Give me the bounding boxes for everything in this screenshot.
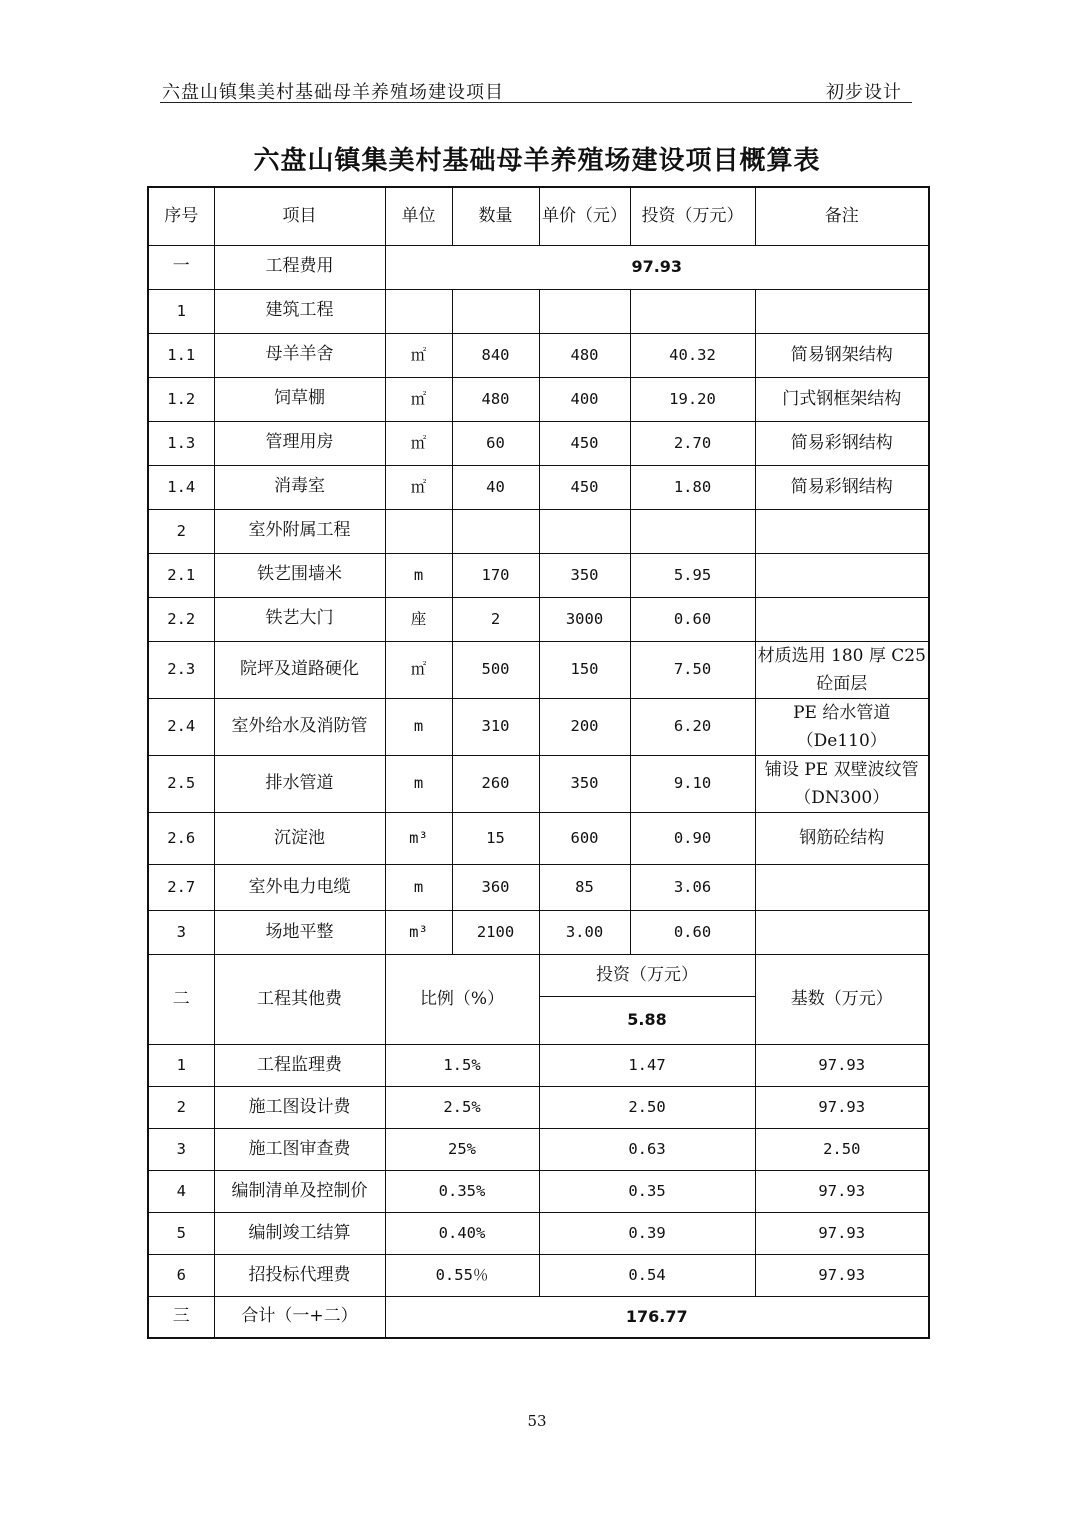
row-base: 97.93 — [755, 1044, 929, 1086]
row-investment: 1.80 — [630, 465, 755, 509]
row-no: 2.2 — [148, 597, 214, 641]
row-no: 2.3 — [148, 641, 214, 698]
row-unit-price: 350 — [539, 553, 630, 597]
col-header-price: 单价（元） — [539, 187, 630, 245]
row-unit: ㎡ — [385, 377, 452, 421]
col-header-item: 项目 — [214, 187, 385, 245]
row-investment — [630, 509, 755, 553]
row-item-name: 编制竣工结算 — [214, 1212, 385, 1254]
table-row — [148, 1044, 929, 1086]
row-no: 2.6 — [148, 812, 214, 864]
section2-total: 5.88 — [539, 996, 755, 1044]
row-unit: 座 — [385, 597, 452, 641]
row-item-name: 场地平整 — [214, 910, 385, 954]
row-unit-price: 480 — [539, 333, 630, 377]
row-item-name: 工程监理费 — [214, 1044, 385, 1086]
row-unit-price: 450 — [539, 465, 630, 509]
row-item-name: 铁艺围墙米 — [214, 553, 385, 597]
row-unit: m³ — [385, 910, 452, 954]
row-item-name: 室外电力电缆 — [214, 864, 385, 910]
row-item-name: 室外给水及消防管 — [214, 698, 385, 755]
row-remark: 铺设 PE 双壁波纹管（DN300） — [755, 755, 929, 812]
table-row — [148, 377, 929, 421]
row-qty — [452, 509, 539, 553]
row-investment: 6.20 — [630, 698, 755, 755]
row-investment: 0.39 — [539, 1212, 755, 1254]
row-base: 97.93 — [755, 1170, 929, 1212]
row-unit: m³ — [385, 812, 452, 864]
row-investment: 9.10 — [630, 755, 755, 812]
section1-name: 工程费用 — [214, 245, 385, 289]
row-investment: 0.54 — [539, 1254, 755, 1296]
row-unit: ㎡ — [385, 465, 452, 509]
table-row — [148, 289, 929, 333]
row-remark: 材质选用 180 厚 C25 砼面层 — [755, 641, 929, 698]
table-row — [148, 333, 929, 377]
section1-row — [148, 245, 929, 289]
row-qty: 40 — [452, 465, 539, 509]
row-qty: 480 — [452, 377, 539, 421]
row-unit: m — [385, 553, 452, 597]
row-remark — [755, 553, 929, 597]
row-qty: 15 — [452, 812, 539, 864]
section2-no: 二 — [148, 954, 214, 1044]
row-unit — [385, 509, 452, 553]
row-no: 5 — [148, 1212, 214, 1254]
table-row — [148, 465, 929, 509]
section1-no: 一 — [148, 245, 214, 289]
row-qty: 500 — [452, 641, 539, 698]
row-unit: m — [385, 755, 452, 812]
row-ratio: 0.55％ — [385, 1254, 539, 1296]
row-ratio: 2.5% — [385, 1086, 539, 1128]
section2-base-label: 基数（万元） — [755, 954, 929, 1044]
section3-total: 176.77 — [385, 1296, 929, 1338]
row-item-name: 饲草棚 — [214, 377, 385, 421]
row-investment: 7.50 — [630, 641, 755, 698]
table-row — [148, 698, 929, 755]
row-no: 1 — [148, 289, 214, 333]
row-investment: 1.47 — [539, 1044, 755, 1086]
section2-ratio-label: 比例（%） — [385, 954, 539, 1044]
row-no: 6 — [148, 1254, 214, 1296]
row-no: 1 — [148, 1044, 214, 1086]
table-row — [148, 1254, 929, 1296]
col-header-invest: 投资（万元） — [630, 187, 755, 245]
row-qty: 840 — [452, 333, 539, 377]
row-remark: 门式钢框架结构 — [755, 377, 929, 421]
header-divider — [160, 102, 912, 103]
row-base: 97.93 — [755, 1086, 929, 1128]
row-item-name: 院坪及道路硬化 — [214, 641, 385, 698]
table-row — [148, 812, 929, 864]
row-unit-price: 150 — [539, 641, 630, 698]
row-remark — [755, 289, 929, 333]
table-row — [148, 1212, 929, 1254]
row-qty: 260 — [452, 755, 539, 812]
section2-row — [148, 954, 929, 996]
header-stage: 初步设计 — [826, 82, 902, 103]
row-item-name: 施工图审查费 — [214, 1128, 385, 1170]
row-no: 2.4 — [148, 698, 214, 755]
row-unit: ㎡ — [385, 333, 452, 377]
row-unit-price — [539, 509, 630, 553]
row-investment: 0.90 — [630, 812, 755, 864]
row-remark — [755, 910, 929, 954]
row-unit-price: 400 — [539, 377, 630, 421]
row-base: 97.93 — [755, 1254, 929, 1296]
table-row — [148, 597, 929, 641]
row-no: 1.2 — [148, 377, 214, 421]
row-no: 1.4 — [148, 465, 214, 509]
section2-name: 工程其他费 — [214, 954, 385, 1044]
row-item-name: 编制清单及控制价 — [214, 1170, 385, 1212]
row-unit-price: 3000 — [539, 597, 630, 641]
row-remark — [755, 597, 929, 641]
section3-row — [148, 1296, 929, 1338]
row-unit: m — [385, 698, 452, 755]
row-no: 2.5 — [148, 755, 214, 812]
row-ratio: 0.40% — [385, 1212, 539, 1254]
row-investment: 5.95 — [630, 553, 755, 597]
row-investment: 0.63 — [539, 1128, 755, 1170]
row-qty: 360 — [452, 864, 539, 910]
row-remark — [755, 509, 929, 553]
table-row — [148, 1086, 929, 1128]
row-unit-price: 600 — [539, 812, 630, 864]
row-no: 2 — [148, 509, 214, 553]
row-no: 2.1 — [148, 553, 214, 597]
row-item-name: 消毒室 — [214, 465, 385, 509]
row-unit — [385, 289, 452, 333]
section2-invest-label: 投资（万元） — [539, 954, 755, 996]
row-unit-price: 450 — [539, 421, 630, 465]
row-investment: 40.32 — [630, 333, 755, 377]
row-ratio: 0.35% — [385, 1170, 539, 1212]
table-header-row — [148, 187, 929, 245]
row-base: 2.50 — [755, 1128, 929, 1170]
row-unit: m — [385, 864, 452, 910]
table-row — [148, 1170, 929, 1212]
table-row — [148, 755, 929, 812]
row-unit-price: 350 — [539, 755, 630, 812]
row-remark: 简易彩钢结构 — [755, 465, 929, 509]
row-item-name: 室外附属工程 — [214, 509, 385, 553]
row-unit: ㎡ — [385, 641, 452, 698]
table-row — [148, 864, 929, 910]
header-project-name: 六盘山镇集美村基础母羊养殖场建设项目 — [162, 82, 504, 103]
table-row — [148, 553, 929, 597]
row-qty — [452, 289, 539, 333]
row-item-name: 沉淀池 — [214, 812, 385, 864]
row-qty: 2 — [452, 597, 539, 641]
row-no: 2 — [148, 1086, 214, 1128]
row-remark: PE 给水管道（De110） — [755, 698, 929, 755]
row-no: 1.1 — [148, 333, 214, 377]
section3-name: 合计（一+二） — [214, 1296, 385, 1338]
row-item-name: 建筑工程 — [214, 289, 385, 333]
row-unit-price: 85 — [539, 864, 630, 910]
row-unit: ㎡ — [385, 421, 452, 465]
table-row — [148, 1128, 929, 1170]
row-no: 3 — [148, 910, 214, 954]
row-no: 4 — [148, 1170, 214, 1212]
row-no: 2.7 — [148, 864, 214, 910]
row-unit-price — [539, 289, 630, 333]
row-remark — [755, 864, 929, 910]
page-number: 53 — [527, 1412, 547, 1430]
section3-no: 三 — [148, 1296, 214, 1338]
row-investment: 2.70 — [630, 421, 755, 465]
section1-total: 97.93 — [385, 245, 929, 289]
col-header-qty: 数量 — [452, 187, 539, 245]
row-item-name: 母羊羊舍 — [214, 333, 385, 377]
row-remark: 钢筋砼结构 — [755, 812, 929, 864]
row-qty: 310 — [452, 698, 539, 755]
row-investment: 0.60 — [630, 910, 755, 954]
table-row — [148, 509, 929, 553]
row-investment — [630, 289, 755, 333]
col-header-no: 序号 — [148, 187, 214, 245]
row-investment: 0.60 — [630, 597, 755, 641]
row-item-name: 排水管道 — [214, 755, 385, 812]
row-base: 97.93 — [755, 1212, 929, 1254]
row-item-name: 招投标代理费 — [214, 1254, 385, 1296]
row-ratio: 1.5% — [385, 1044, 539, 1086]
row-qty: 60 — [452, 421, 539, 465]
row-qty: 170 — [452, 553, 539, 597]
row-investment: 2.50 — [539, 1086, 755, 1128]
row-no: 3 — [148, 1128, 214, 1170]
table-row — [148, 641, 929, 698]
col-header-remark: 备注 — [755, 187, 929, 245]
row-item-name: 铁艺大门 — [214, 597, 385, 641]
row-ratio: 25% — [385, 1128, 539, 1170]
page-title: 六盘山镇集美村基础母羊养殖场建设项目概算表 — [253, 146, 821, 176]
table-row — [148, 910, 929, 954]
row-investment: 0.35 — [539, 1170, 755, 1212]
row-qty: 2100 — [452, 910, 539, 954]
table-row — [148, 421, 929, 465]
row-unit-price: 3.00 — [539, 910, 630, 954]
row-remark: 简易彩钢结构 — [755, 421, 929, 465]
col-header-unit: 单位 — [385, 187, 452, 245]
budget-table — [147, 186, 930, 1339]
row-investment: 19.20 — [630, 377, 755, 421]
row-investment: 3.06 — [630, 864, 755, 910]
row-no: 1.3 — [148, 421, 214, 465]
row-remark: 简易钢架结构 — [755, 333, 929, 377]
row-unit-price: 200 — [539, 698, 630, 755]
row-item-name: 管理用房 — [214, 421, 385, 465]
row-item-name: 施工图设计费 — [214, 1086, 385, 1128]
